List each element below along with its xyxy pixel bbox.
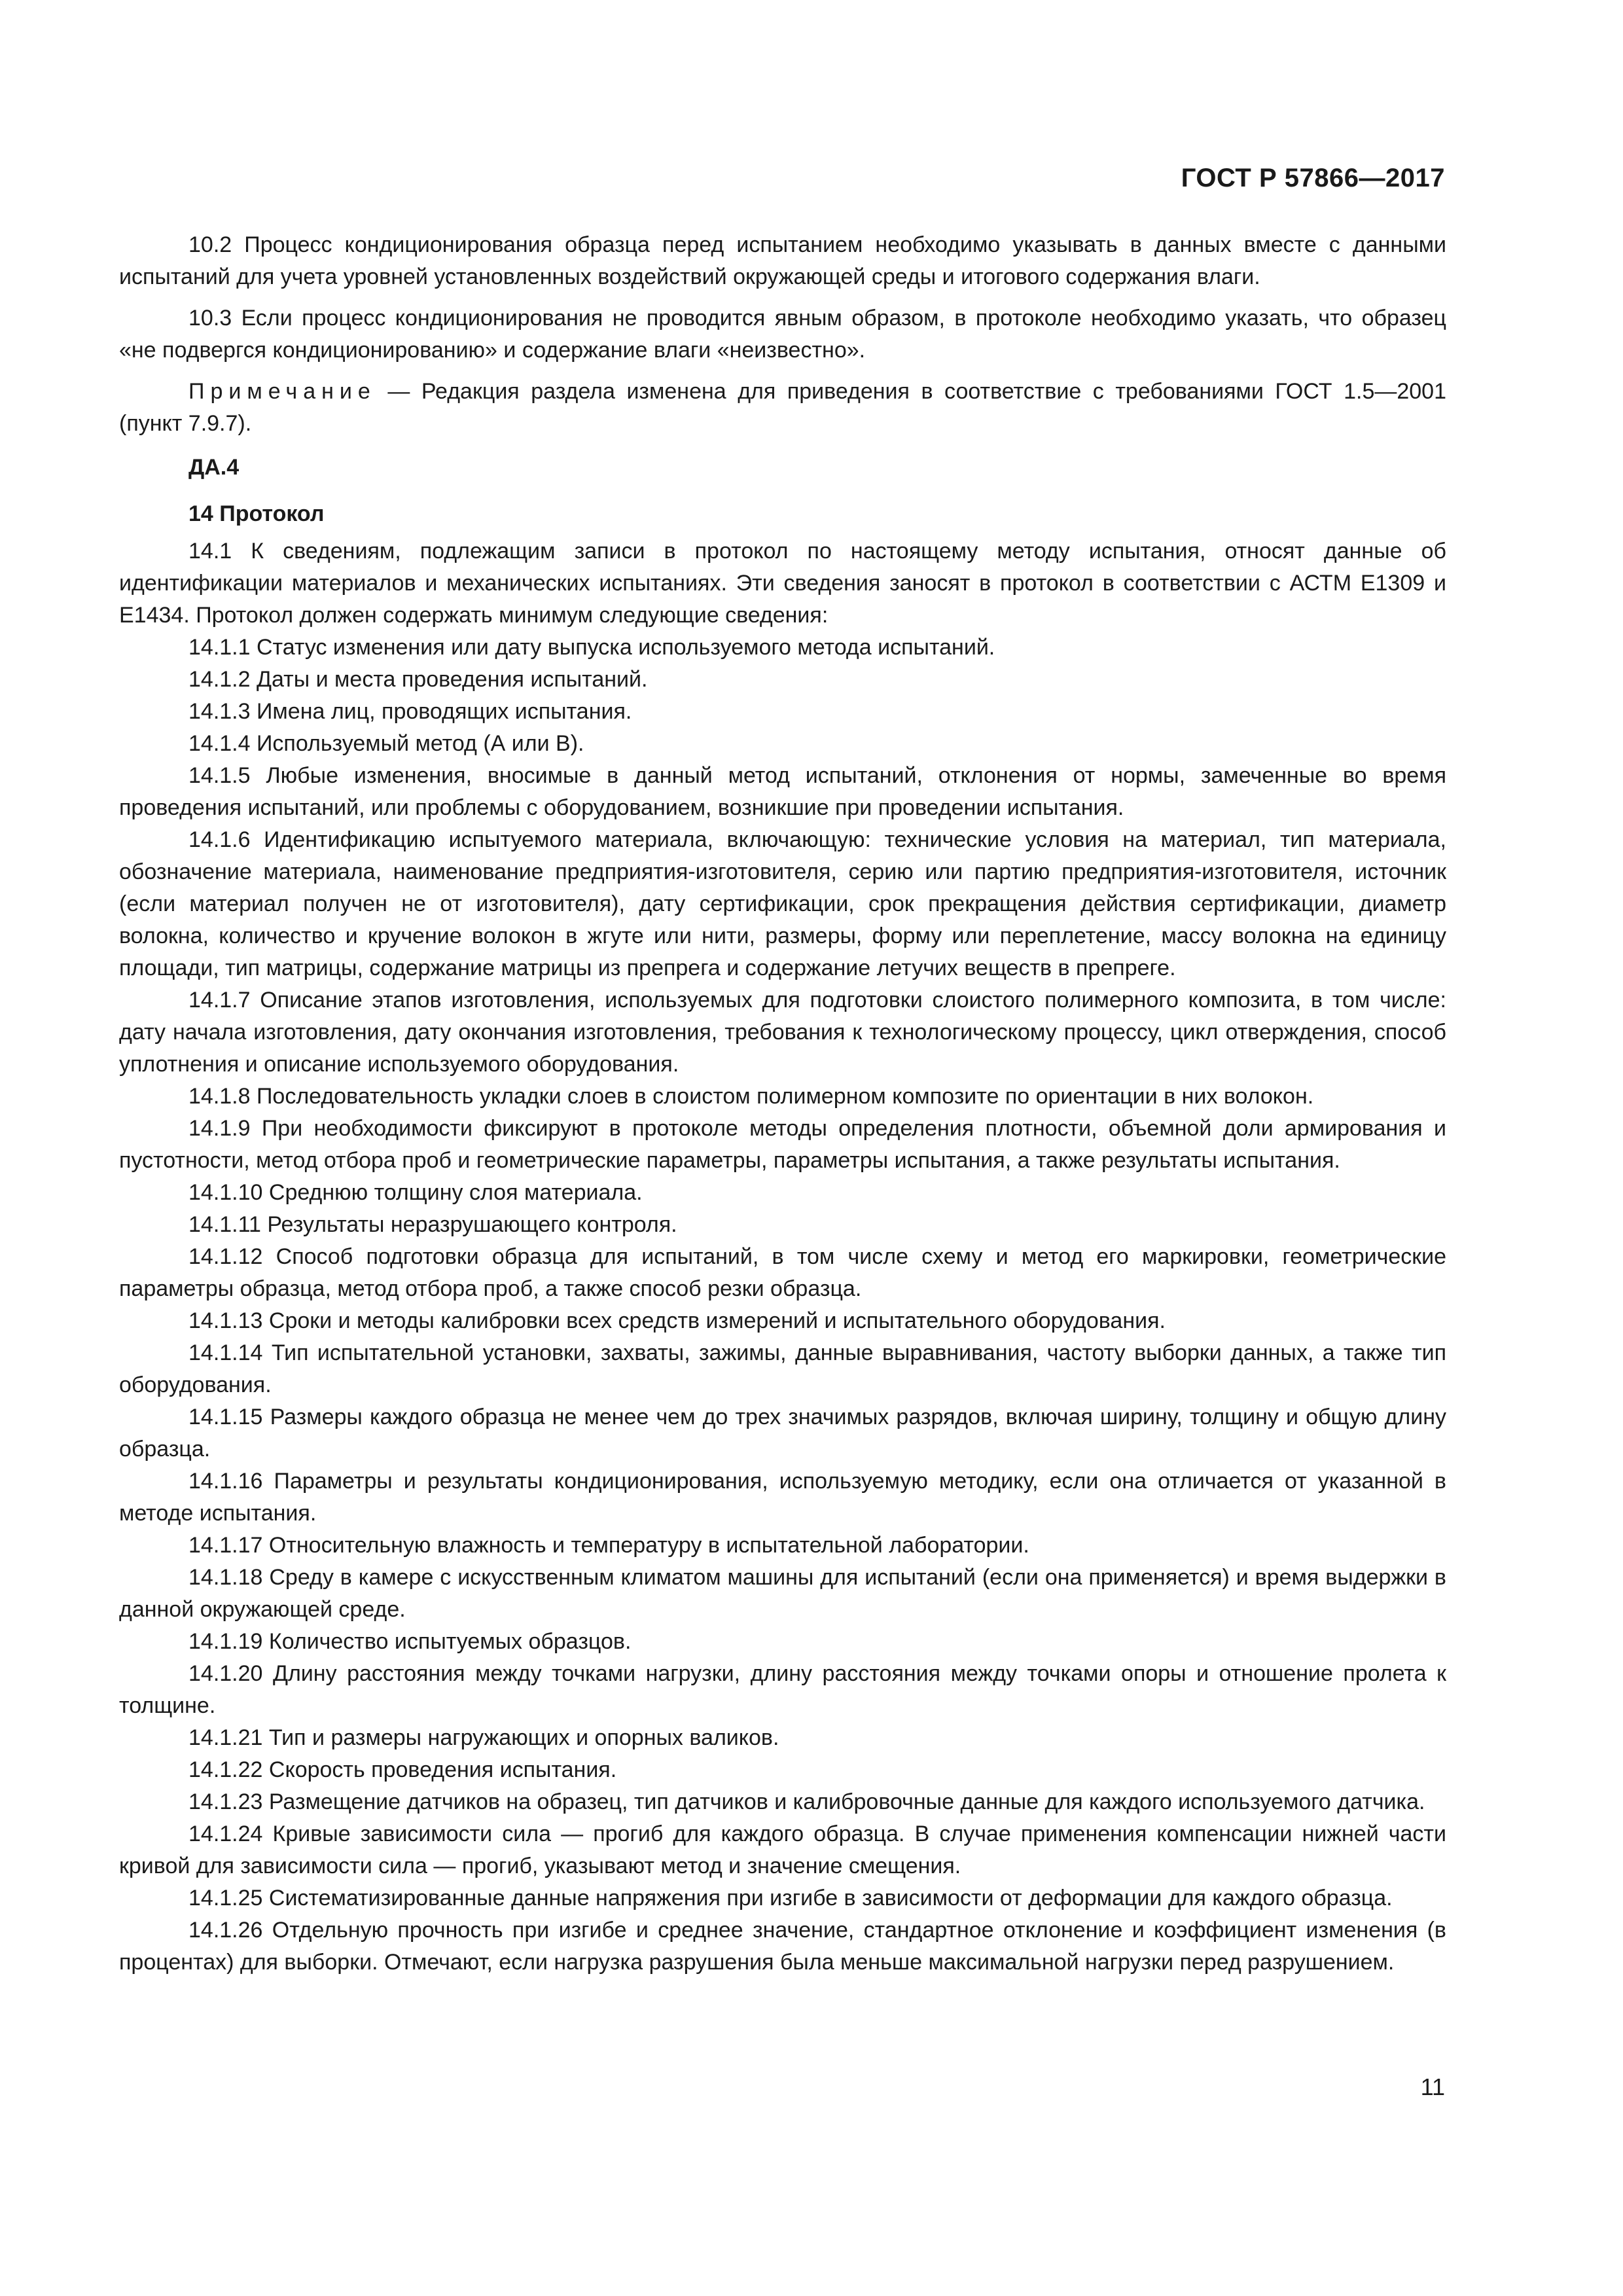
page-content: [119, 229, 1446, 1979]
list-item: 14.1.4 Используемый метод (А или В).: [188, 731, 584, 756]
list-item: 14.1.15 Размеры каждого образца не менее чем до трех значимых разрядов, включая ширину, толщину и общую длину образца.: [119, 1405, 1446, 1462]
list-item: 14.1.8 Последовательность укладки слоев в слоистом полимерном композите по ориентации в них волокон.: [188, 1084, 1314, 1109]
list-item: 14.1.14 Тип испытательной установки, захваты, зажимы, данные выравнивания, частоту выборки данных, а также тип оборудования.: [119, 1340, 1446, 1397]
list-item: 14.1.17 Относительную влажность и температуру в испытательной лаборатории.: [188, 1533, 1029, 1558]
list-item: 14.1.13 Сроки и методы калибровки всех средств измерений и испытательного оборудования.: [188, 1308, 1166, 1333]
document-code: ГОСТ Р 57866—2017: [1181, 164, 1445, 192]
list-item: 14.1.22 Скорость проведения испытания.: [188, 1757, 617, 1782]
list-item: 14.1.19 Количество испытуемых образцов.: [188, 1629, 632, 1654]
paragraph-10-3: 10.3 Если процесс кондиционирования не проводится явным образом, в протоколе необходимо указать, что образец «не подвергся кондиционированию» и содержание влаги «неизвестно».: [119, 306, 1446, 363]
list-item: 14.1.23 Размещение датчиков на образец, тип датчиков и калибровочные данные для каждого используемого датчика.: [188, 1789, 1425, 1814]
list-item: 14.1 К сведениям, подлежащим записи в протокол по настоящему методу испытания, относят данные об идентификации материалов и механических испытаниях. Эти сведения заносят в протокол в соответствии с АСТМ Е1309 и Е1434. Протокол должен содержать минимум следующие сведения:: [119, 539, 1446, 628]
appendix-item-heading: ДА.4: [188, 455, 240, 480]
list-item: 14.1.12 Способ подготовки образца для испытаний, в том числе схему и метод его маркировки, геометрические параметры образца, метод отбора проб, а также способ резки образца.: [119, 1244, 1446, 1301]
list-item: 14.1.6 Идентификацию испытуемого материала, включающую: технические условия на материал, тип материала, обозначение материала, наименование предприятия-изготовителя, серию или партию предприятия-изготовителя, источник (если материал получен не от изготовителя), дату сертификации, срок прекращения действия сертификации, диаметр волокна, количество и кручение волокон в жгуте или нити, размеры, форму или переплетение, массу волокна на единицу площади, тип матрицы, содержание матрицы из препрега и содержание летучих веществ в препреге.: [119, 827, 1446, 980]
paragraph-10-2: 10.2 Процесс кондиционирования образца перед испытанием необходимо указывать в данных вместе с данными испытаний для учета уровней установленных воздействий окружающей среды и итогового содержания влаги.: [119, 232, 1446, 289]
list-item: 14.1.9 При необходимости фиксируют в протоколе методы определения плотности, объемной доли армирования и пустотности, метод отбора проб и геометрические параметры, параметры испытания, а также результаты испытания.: [119, 1116, 1446, 1173]
list-item: 14.1.16 Параметры и результаты кондиционирования, используемую методику, если она отличается от указанной в методе испытания.: [119, 1469, 1446, 1526]
page-number: 11: [1420, 2073, 1445, 2100]
list-item: 14.1.26 Отдельную прочность при изгибе и среднее значение, стандартное отклонение и коэффициент изменения (в процентах) для выборки. Отмечают, если нагрузка разрушения была меньше максимальной нагрузки перед разрушением.: [119, 1918, 1446, 1975]
note: [119, 376, 1446, 440]
note-text: — Редакция раздела изменена для приведения в соответствие с требованиями ГОСТ 1.5—2001 (пункт 7.9.7).: [119, 379, 1446, 436]
list-item: 14.1.11 Результаты неразрушающего контроля.: [188, 1212, 677, 1237]
list-item: 14.1.7 Описание этапов изготовления, используемых для подготовки слоистого полимерного композита, в том числе: дату начала изготовления, дату окончания изготовления, требования к технологическому процессу, цикл отверждения, способ уплотнения и описание используемого оборудования.: [119, 988, 1446, 1077]
list-item: 14.1.18 Среду в камере с искусственным климатом машины для испытаний (если она применяется) и время выдержки в данной окружающей среде.: [119, 1565, 1446, 1622]
list-item: 14.1.3 Имена лиц, проводящих испытания.: [188, 699, 632, 724]
note-label: Примечание: [188, 379, 376, 404]
list-item: 14.1.25 Систематизированные данные напряжения при изгибе в зависимости от деформации для каждого образца.: [188, 1886, 1393, 1910]
protocol-items-list: [119, 535, 1446, 1979]
list-item: 14.1.1 Статус изменения или дату выпуска используемого метода испытаний.: [188, 635, 995, 660]
list-item: 14.1.10 Среднюю толщину слоя материала.: [188, 1180, 643, 1205]
list-item: 14.1.2 Даты и места проведения испытаний.: [188, 667, 648, 692]
list-item: 14.1.5 Любые изменения, вносимые в данный метод испытаний, отклонения от нормы, замеченные во время проведения испытаний, или проблемы с оборудованием, возникшие при проведении испытания.: [119, 763, 1446, 820]
list-item: 14.1.24 Кривые зависимости сила — прогиб для каждого образца. В случае применения компенсации нижней части кривой для зависимости сила — прогиб, указывают метод и значение смещения.: [119, 1821, 1446, 1878]
list-item: 14.1.20 Длину расстояния между точками нагрузки, длину расстояния между точками опоры и отношение пролета к толщине.: [119, 1661, 1446, 1718]
section-title: 14 Протокол: [188, 501, 325, 526]
list-item: 14.1.21 Тип и размеры нагружающих и опорных валиков.: [188, 1725, 779, 1750]
